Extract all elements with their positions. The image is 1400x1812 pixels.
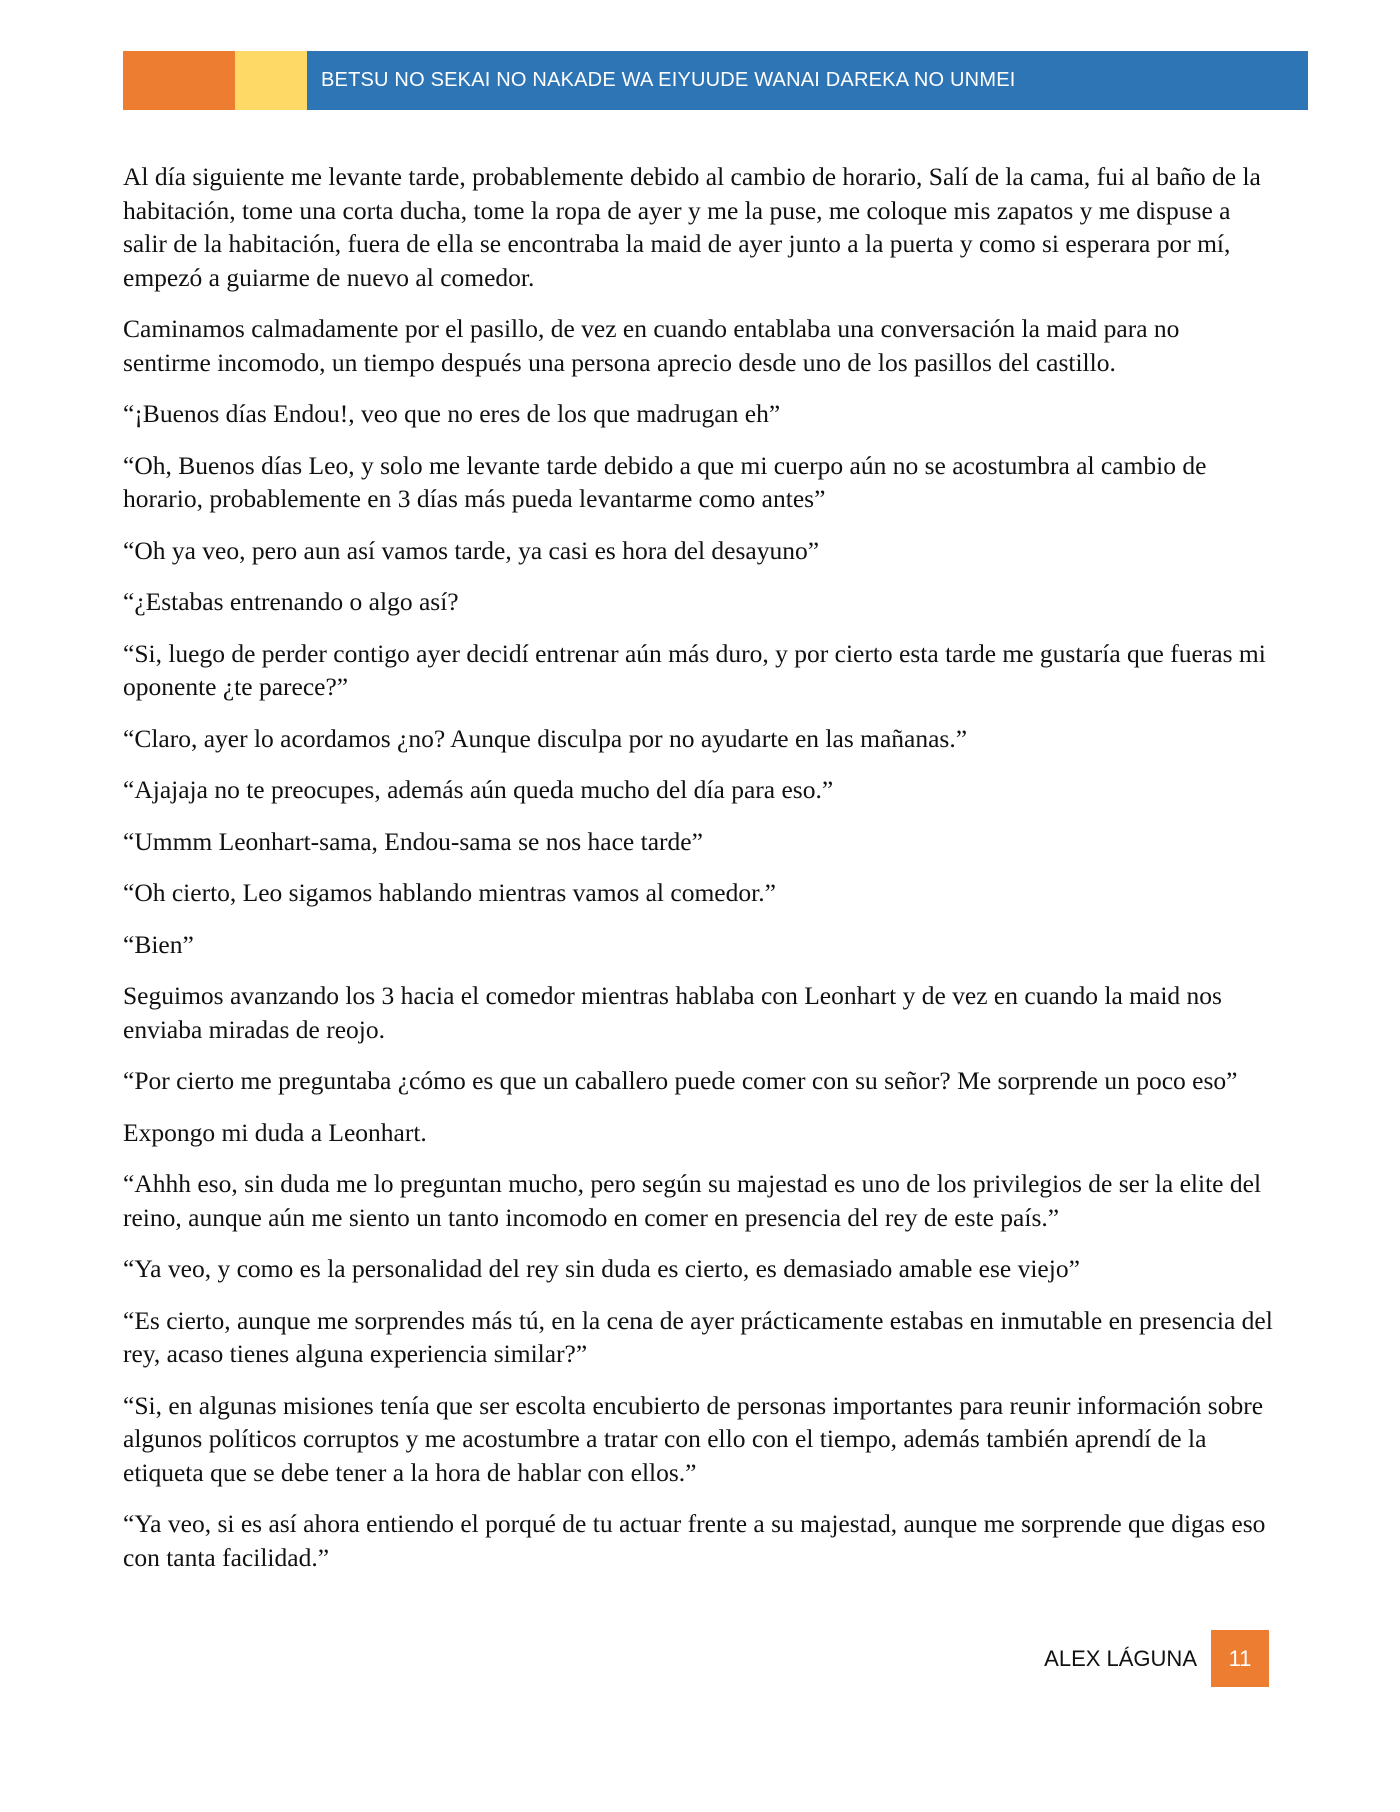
page-number: 11: [1211, 1630, 1269, 1687]
paragraph: “Ya veo, si es así ahora entiendo el porqué de tu actuar frente a su majestad, aunque me sorprende que digas eso con tanta facilidad.”: [123, 1509, 1266, 1572]
paragraph: “Oh cierto, Leo sigamos hablando mientras vamos al comedor.”: [123, 878, 776, 907]
page-footer: [1044, 1630, 1269, 1687]
paragraph: “¡Buenos días Endou!, veo que no eres de los que madrugan eh”: [123, 399, 781, 428]
paragraph: Expongo mi duda a Leonhart.: [123, 1117, 427, 1147]
paragraph: Seguimos avanzando los 3 hacia el comedor mientras hablaba con Leonhart y de vez en cuando la maid nos enviaba miradas de reojo.: [123, 981, 1222, 1044]
header-yellow-block: [235, 51, 307, 110]
author-name: ALEX LÁGUNA: [1044, 1645, 1197, 1671]
document-title: BETSU NO SEKAI NO NAKADE WA EIYUUDE WANAI DAREKA NO UNMEI: [321, 69, 1016, 91]
paragraph: Caminamos calmadamente por el pasillo, de vez en cuando entablaba una conversación la maid para no sentirme incomodo, un tiempo después una persona aprecio desde uno de los pasillos del castillo.: [123, 314, 1180, 377]
paragraph: “Ahhh eso, sin duda me lo preguntan mucho, pero según su majestad es uno de los privilegios de ser la elite del reino, aunque aún me siento un tanto incomodo en comer en presencia del rey de este país.”: [123, 1169, 1262, 1232]
paragraph: “Oh, Buenos días Leo, y solo me levante tarde debido a que mi cuerpo aún no se acostumbra al cambio de horario, probablemente en 3 días más pueda levantarme como antes”: [123, 450, 1207, 513]
paragraph: “Es cierto, aunque me sorprendes más tú, en la cena de ayer prácticamente estabas en inmutable en presencia del rey, acaso tienes alguna experiencia similar?”: [123, 1305, 1273, 1368]
paragraph: “¿Estabas entrenando o algo así?: [123, 587, 459, 616]
paragraph: “Claro, ayer lo acordamos ¿no? Aunque disculpa por no ayudarte en las mañanas.”: [123, 723, 968, 753]
paragraph: Al día siguiente me levante tarde, probablemente debido al cambio de horario, Salí de la cama, fui al baño de la habitación, tome una corta ducha, tome la ropa de ayer y me la puse, me coloque mis zapatos y me dispuse a salir de la habitación, fuera de ella se encontraba la maid de ayer junto a la puerta y como si esperara por mí, empezó a guiarme de nuevo al comedor.: [123, 162, 1261, 292]
paragraph: “Si, luego de perder contigo ayer decidí entrenar aún más duro, y por cierto esta tarde me gustaría que fueras mi oponente ¿te parece?”: [123, 638, 1266, 701]
header-orange-block: [123, 51, 235, 110]
header-title-bar: [307, 51, 1308, 110]
paragraph: “Por cierto me preguntaba ¿cómo es que un caballero puede comer con su señor? Me sorprende un poco eso”: [123, 1066, 1238, 1095]
document-body: [123, 160, 1273, 1592]
page-header: [123, 51, 1308, 110]
paragraph: “Ya veo, y como es la personalidad del rey sin duda es cierto, es demasiado amable ese viejo”: [123, 1254, 1080, 1283]
paragraph: “Si, en algunas misiones tenía que ser escolta encubierto de personas importantes para reunir información sobre algunos políticos corruptos y me acostumbre a tratar con ello con el tiempo, además también aprendí de la etiqueta que se debe tener a la hora de hablar con ellos.”: [123, 1390, 1264, 1487]
paragraph: “Oh ya veo, pero aun así vamos tarde, ya casi es hora del desayuno”: [123, 535, 820, 565]
paragraph: “Ummm Leonhart-sama, Endou-sama se nos hace tarde”: [123, 826, 703, 856]
paragraph: “Bien”: [123, 929, 194, 959]
paragraph: “Ajajaja no te preocupes, además aún queda mucho del día para eso.”: [123, 775, 834, 804]
